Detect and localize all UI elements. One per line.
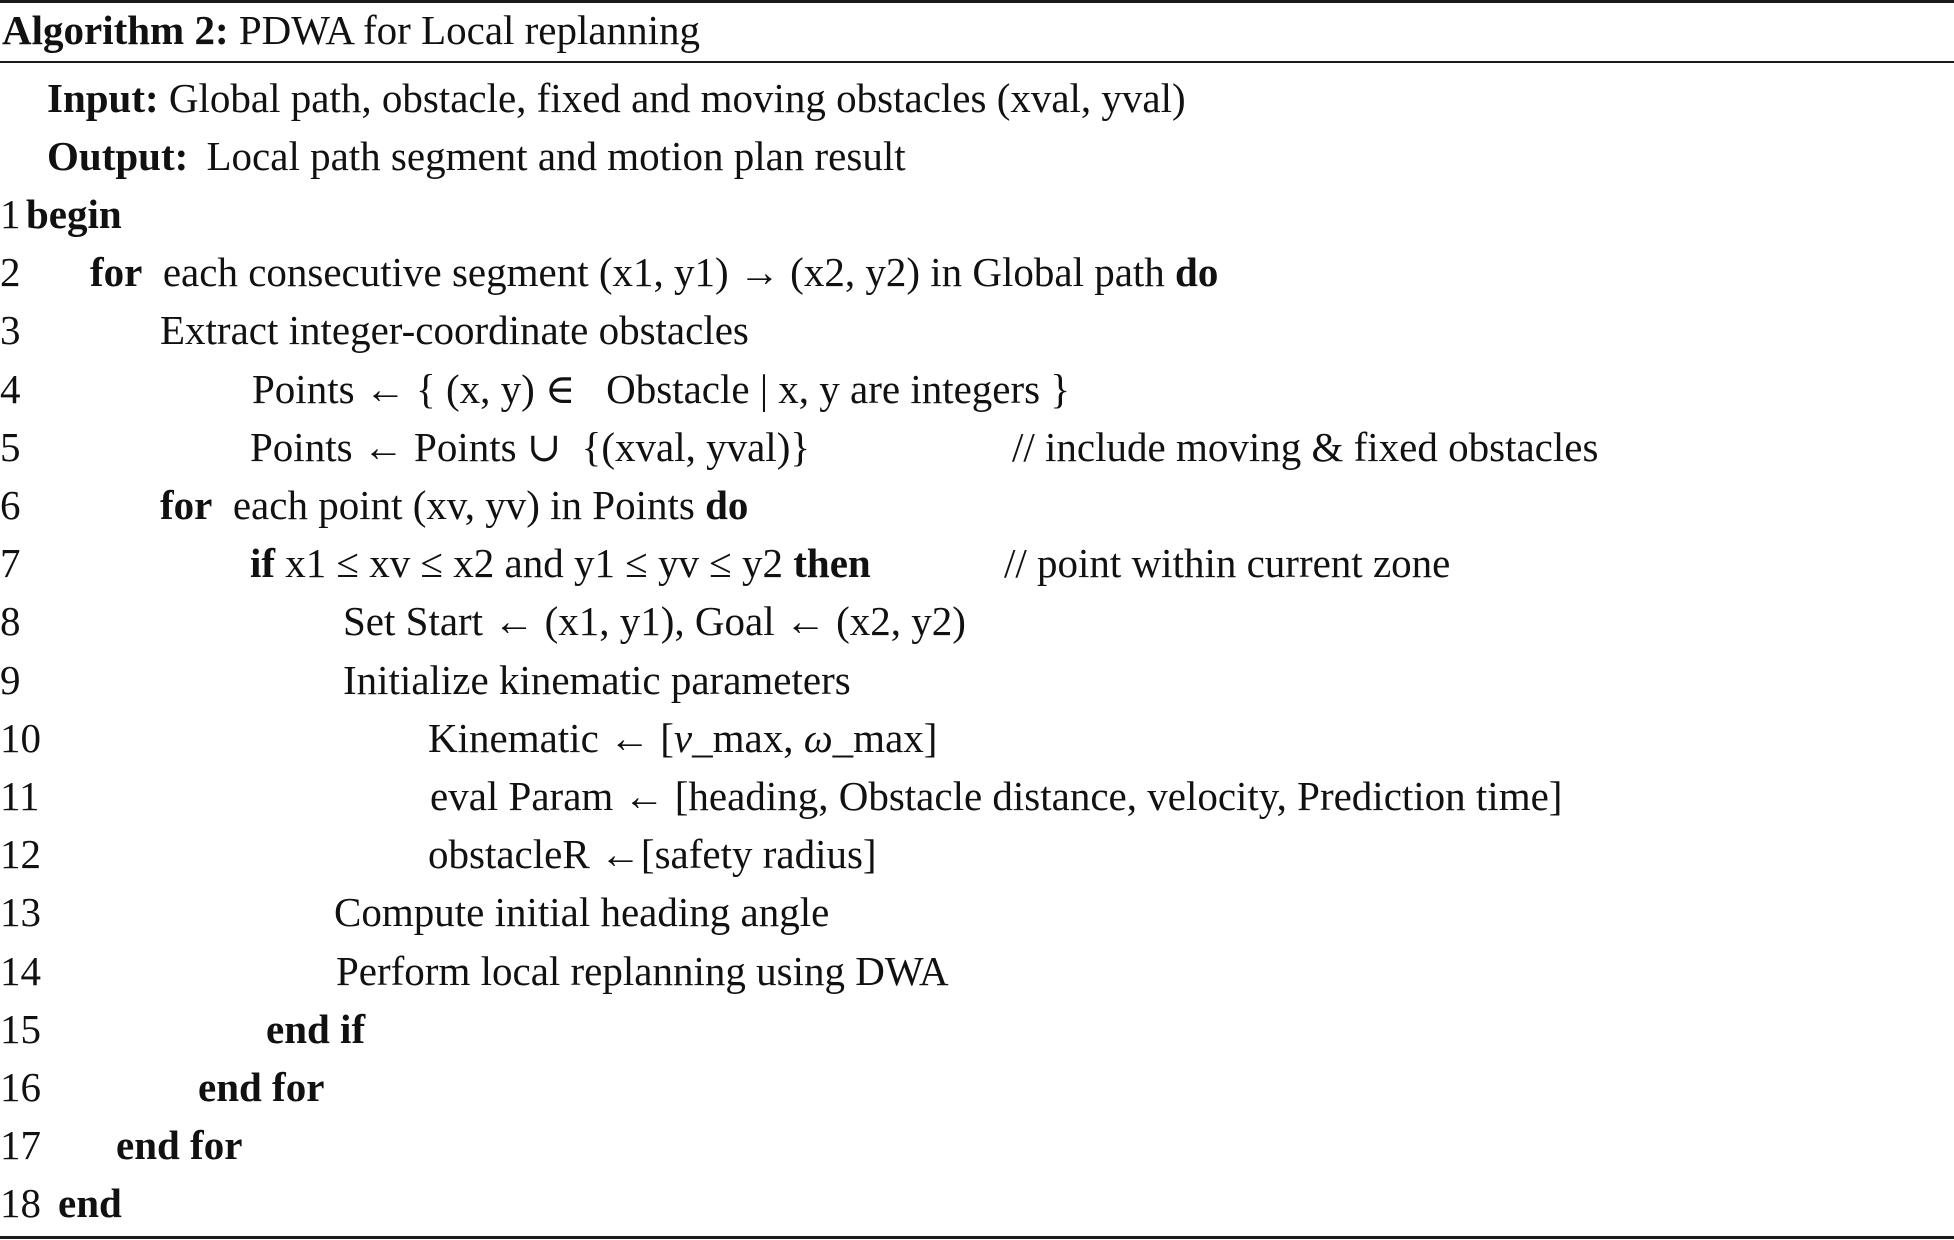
line-number: 15 xyxy=(0,1006,41,1052)
caption-title: PDWA for Local replanning xyxy=(238,7,700,53)
keyword: for xyxy=(160,482,213,528)
keyword: do xyxy=(705,482,749,528)
line-number: 1 xyxy=(0,191,21,237)
line-text: Perform local replanning using DWA xyxy=(336,948,949,994)
line-text: obstacleR ←[safety radius] xyxy=(428,831,877,877)
line-comment: // include moving & fixed obstacles xyxy=(1012,424,1599,470)
line-number: 17 xyxy=(0,1122,41,1168)
line-number: 6 xyxy=(0,482,21,528)
algorithm-line xyxy=(428,714,937,762)
caption-label: Algorithm 2: xyxy=(2,7,229,53)
keyword: end xyxy=(58,1180,122,1226)
line-number: 18 xyxy=(0,1180,41,1226)
line-number: 5 xyxy=(0,424,21,470)
line-number: 11 xyxy=(0,773,40,819)
algorithm-line xyxy=(160,481,748,529)
keyword: end for xyxy=(116,1122,243,1168)
keyword: end for xyxy=(198,1064,325,1110)
caption-rule xyxy=(0,61,1954,63)
bottom-rule xyxy=(0,1236,1954,1239)
algorithm-line xyxy=(198,1063,324,1111)
line-number: 8 xyxy=(0,598,21,644)
line-number: 4 xyxy=(0,366,21,412)
line-text: Points ← { (x, y) ∈ Obstacle | x, y are integers } xyxy=(252,366,1071,412)
top-rule xyxy=(0,0,1954,3)
algorithm-line xyxy=(343,597,966,645)
line-number: 10 xyxy=(0,715,41,761)
keyword: for xyxy=(90,249,143,295)
keyword: end if xyxy=(266,1006,366,1052)
line-number: 13 xyxy=(0,889,41,935)
line-number: 7 xyxy=(0,540,21,586)
keyword: begin xyxy=(26,191,122,237)
line-number: 9 xyxy=(0,657,21,703)
line-comment: // point within current zone xyxy=(1004,540,1451,586)
algorithm-line xyxy=(116,1121,242,1169)
line-number: 16 xyxy=(0,1064,41,1110)
keyword: do xyxy=(1175,249,1219,295)
math-symbol: ω xyxy=(803,715,833,761)
output-row xyxy=(47,132,906,180)
algorithm-line xyxy=(58,1179,122,1227)
line-text: Extract integer-coordinate obstacles xyxy=(160,307,749,353)
line-text: Points ← Points ∪ {(xval, yval)} xyxy=(250,424,811,470)
line-text: Initialize kinematic parameters xyxy=(343,657,851,703)
algorithm-line xyxy=(250,539,871,587)
input-row xyxy=(47,74,1186,122)
algorithm-line xyxy=(90,248,1218,296)
line-text: Compute initial heading angle xyxy=(334,889,830,935)
line-number: 12 xyxy=(0,831,41,877)
line-text: x1 ≤ xv ≤ x2 and y1 ≤ yv ≤ y2 xyxy=(275,540,794,586)
output-text: Local path segment and motion plan result xyxy=(206,133,906,179)
input-text: Global path, obstacle, fixed and moving obstacles (xval, yval) xyxy=(168,75,1186,121)
algorithm-caption xyxy=(2,6,700,54)
algorithm-line xyxy=(430,772,1562,820)
algorithm-line xyxy=(334,888,829,936)
algorithm-line xyxy=(252,365,1070,413)
line-text: _max] xyxy=(832,715,938,761)
input-label: Input: xyxy=(47,75,159,121)
output-label: Output: xyxy=(47,133,189,179)
line-text: Set Start ← (x1, y1), Goal ← (x2, y2) xyxy=(343,598,966,644)
line-text: _max, xyxy=(692,715,804,761)
algorithm-line xyxy=(160,306,749,354)
math-symbol: v xyxy=(673,715,693,761)
algorithm-line xyxy=(428,830,877,878)
line-number: 2 xyxy=(0,249,21,295)
algorithm-line xyxy=(26,190,122,238)
algorithm-line xyxy=(343,656,851,704)
line-text: Kinematic ← [ xyxy=(428,715,674,761)
algorithm-line xyxy=(250,423,810,471)
line-text: each point (xv, yv) in Points xyxy=(212,482,706,528)
keyword: if xyxy=(250,540,276,586)
line-text: each consecutive segment (x1, y1) → (x2, y2) in Global path xyxy=(142,249,1176,295)
line-text: eval Param ← [heading, Obstacle distance, velocity, Prediction time] xyxy=(430,773,1563,819)
keyword: then xyxy=(793,540,871,586)
algorithm-line xyxy=(266,1005,365,1053)
line-number: 14 xyxy=(0,948,41,994)
line-number: 3 xyxy=(0,307,21,353)
algorithm-line xyxy=(336,947,949,995)
